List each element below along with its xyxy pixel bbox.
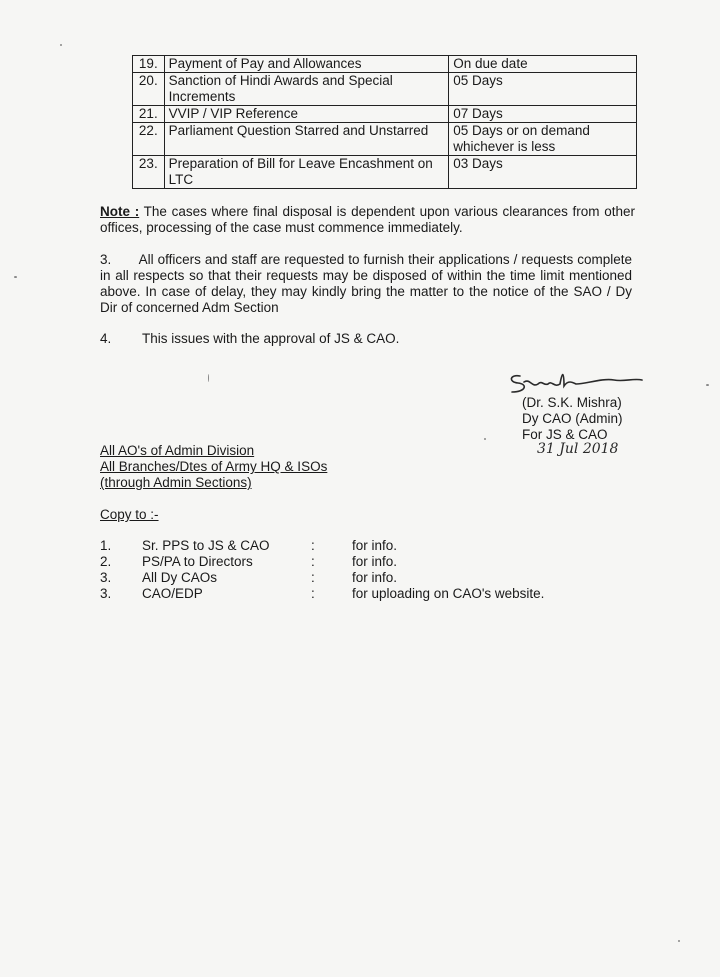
note-text: The cases where final disposal is dependent upon various clearances from other offices, processing of the case must commence immediately.	[100, 204, 635, 235]
item-purpose: for info.	[352, 554, 398, 569]
paragraph-3	[100, 252, 632, 316]
paragraph-4	[100, 331, 500, 347]
row-task: Preparation of Bill for Leave Encashment on LTC	[164, 156, 449, 189]
addressee-line: (through Admin Sections)	[100, 475, 252, 490]
row-number: 20.	[133, 73, 165, 106]
list-item	[100, 570, 570, 586]
addressee-list	[100, 443, 327, 491]
handwritten-date: 31 Jul 2018	[537, 441, 619, 457]
item-separator: :	[311, 554, 315, 569]
table-row	[133, 56, 637, 73]
paragraph-number: 4.	[100, 331, 112, 346]
item-number: 3.	[100, 586, 112, 601]
scan-speck	[14, 276, 17, 278]
table-row	[133, 73, 637, 106]
scan-speck	[678, 940, 680, 942]
row-task: Payment of Pay and Allowances	[164, 56, 449, 73]
row-time-limit: 07 Days	[449, 106, 637, 123]
row-number: 21.	[133, 106, 165, 123]
row-time-limit: 03 Days	[449, 156, 637, 189]
addressee-line: All AO's of Admin Division	[100, 443, 255, 458]
note-paragraph	[100, 204, 635, 236]
list-item	[100, 538, 570, 554]
row-task: Parliament Question Starred and Unstarred	[164, 123, 449, 156]
row-number: 19.	[133, 56, 165, 73]
handwritten-signature	[506, 366, 646, 398]
item-separator: :	[311, 570, 315, 585]
list-item	[100, 554, 570, 570]
scan-speck	[208, 374, 209, 382]
item-recipient: PS/PA to Directors	[142, 554, 253, 569]
row-time-limit: 05 Days or on demand whichever is less	[449, 123, 637, 156]
signature-block	[522, 395, 623, 443]
row-time-limit: 05 Days	[449, 73, 637, 106]
paragraph-text: This issues with the approval of JS & CAO.	[142, 331, 400, 346]
item-separator: :	[311, 586, 315, 601]
signatory-name: (Dr. S.K. Mishra)	[522, 395, 622, 410]
item-purpose: for uploading on CAO's website.	[352, 586, 545, 601]
row-number: 23.	[133, 156, 165, 189]
scan-speck	[706, 384, 709, 386]
paragraph-number: 3.	[100, 252, 112, 267]
scan-speck	[484, 438, 486, 440]
row-task: VVIP / VIP Reference	[164, 106, 449, 123]
table-row	[133, 156, 637, 189]
item-recipient: CAO/EDP	[142, 586, 203, 601]
table-row	[133, 123, 637, 156]
row-task: Sanction of Hindi Awards and Special Increments	[164, 73, 449, 106]
list-item	[100, 586, 570, 602]
item-recipient: Sr. PPS to JS & CAO	[142, 538, 270, 553]
table-row	[133, 106, 637, 123]
scan-speck	[60, 44, 62, 46]
paragraph-text: All officers and staff are requested to furnish their applications / requests complete in all respects so that their requests may be disposed of within the time limit mentioned above. In case of delay, they may kindly bring the matter to the notice of the SAO / Dy Dir of concerned Adm Section	[100, 252, 632, 315]
row-number: 22.	[133, 123, 165, 156]
item-separator: :	[311, 538, 315, 553]
copy-to-heading: Copy to :-	[100, 507, 159, 522]
timeline-table	[132, 55, 637, 189]
item-number: 3.	[100, 570, 112, 585]
signatory-designation: Dy CAO (Admin)	[522, 411, 623, 426]
item-purpose: for info.	[352, 538, 398, 553]
note-label: Note :	[100, 204, 140, 219]
item-recipient: All Dy CAOs	[142, 570, 218, 585]
copy-to-list	[100, 538, 570, 602]
item-purpose: for info.	[352, 570, 398, 585]
signatory-for-line: For JS & CAO	[522, 427, 608, 442]
row-time-limit: On due date	[449, 56, 637, 73]
addressee-line: All Branches/Dtes of Army HQ & ISOs	[100, 459, 328, 474]
item-number: 1.	[100, 538, 112, 553]
item-number: 2.	[100, 554, 112, 569]
